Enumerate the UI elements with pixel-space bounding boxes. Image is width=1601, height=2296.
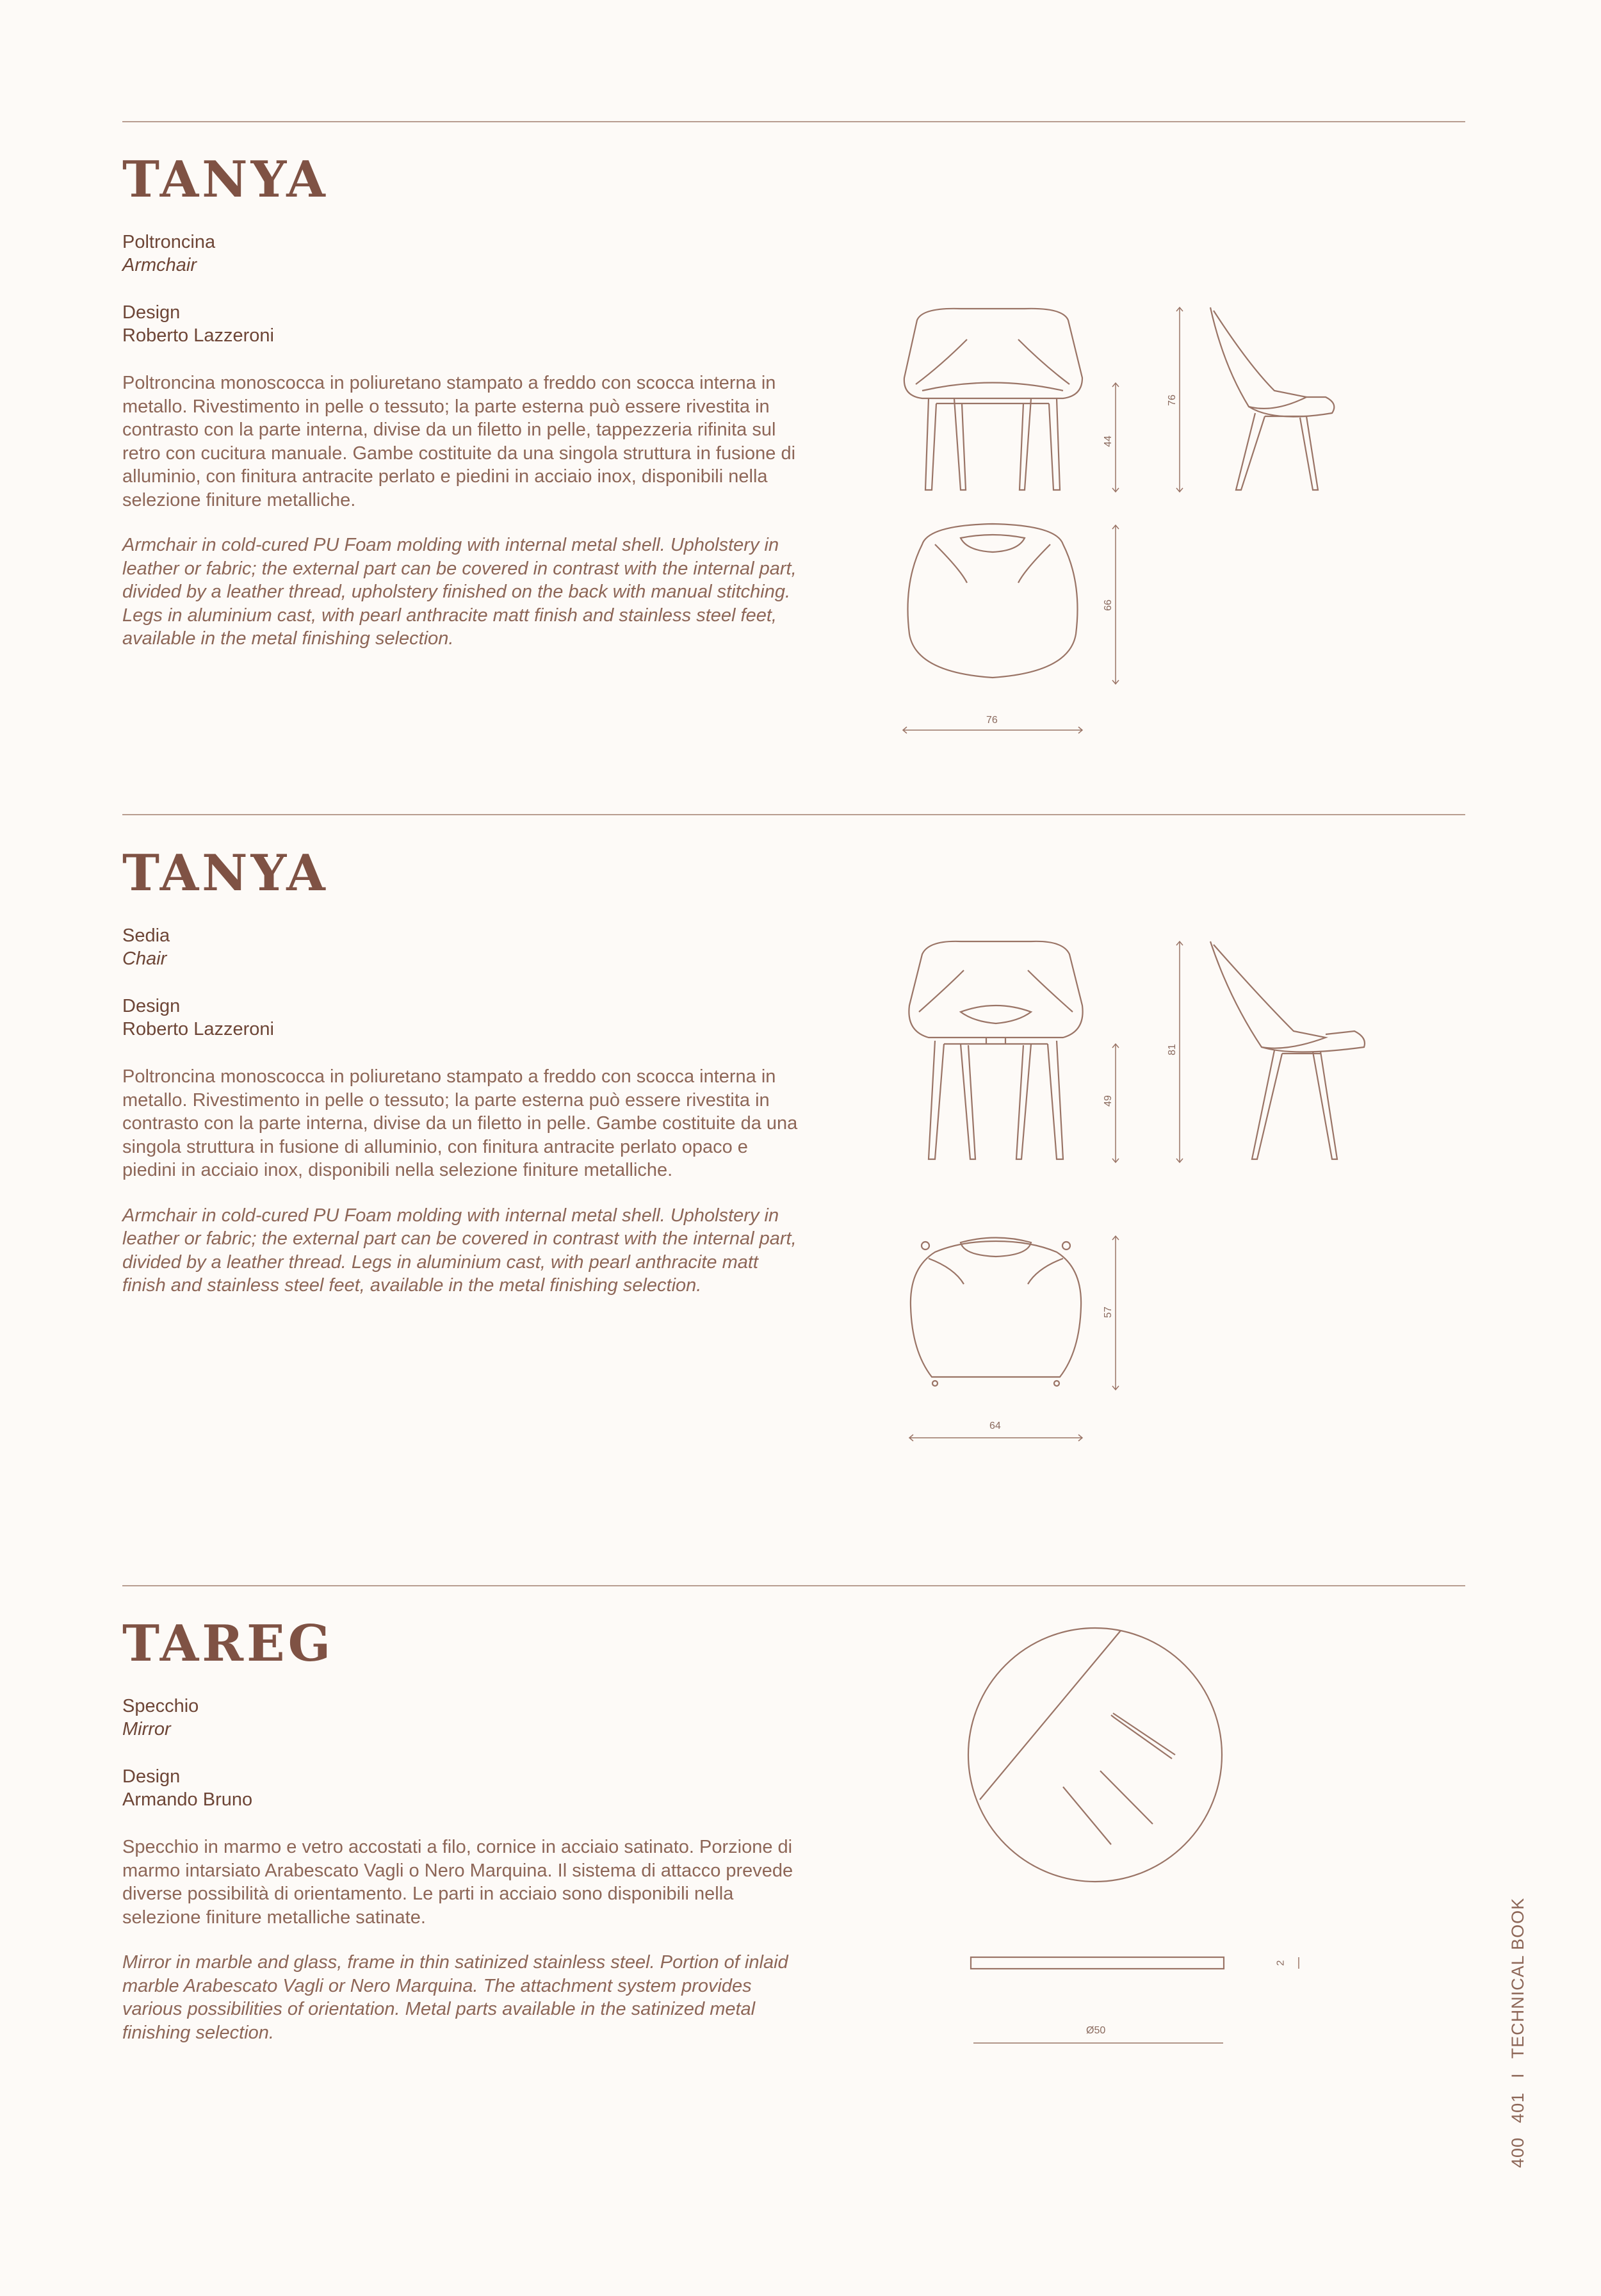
product-type-it: Sedia <box>122 925 170 946</box>
product-section-tareg-mirror <box>122 1615 801 2044</box>
product-section-tanya-chair <box>122 844 801 1298</box>
dimension-width: 64 <box>989 1421 1001 1431</box>
armchair-front-view <box>904 309 1082 490</box>
dimension-lines <box>973 1957 1299 2043</box>
design-label: Design <box>122 302 181 323</box>
description-it: Poltroncina monoscocca in poliuretano stampato a freddo con scocca interna in metallo. Rivestimento in pelle o tessuto; la parte esterna può essere rivestita in contrasto con la parte interna, divise da un filetto in pelle. Gambe costituite da una singola struttura in fusione di alluminio, con finitura antracite perlato opaco e piedini in acciaio inox, disponibili nella selezione finiture metalliche. <box>122 1066 798 1180</box>
description-en: Armchair in cold-cured PU Foam molding with internal metal shell. Upholstery in leather or fabric; the external part can be covered in contrast with the internal part, divided by a leather thread, upholstery finished on the back with manual stitching. Legs in aluminium cast, with pearl anthracite matt finish and stainless steel feet, available in the metal finishing selection. <box>122 535 797 649</box>
mirror-technical-drawing <box>961 1620 1319 2069</box>
book-title: TECHNICAL BOOK <box>1508 1897 1527 2059</box>
product-type-it: Specchio <box>122 1696 199 1716</box>
designer-name: Roberto Lazzeroni <box>122 1019 274 1039</box>
dimension-thickness: 2 <box>1275 1960 1287 1966</box>
description-it: Poltroncina monoscocca in poliuretano stampato a freddo con scocca interna in metallo. Rivestimento in pelle o tessuto; la parte esterna può essere rivestita in contrasto con la parte interna, divise da un filetto in pelle, tappezzeria rifinita sul retro con cucitura manuale. Gambe costituite da una singola struttura in fusione di alluminio, con finitura antracite perlato e piedini in acciaio inox, disponibili nella selezione finiture metalliche. <box>122 373 796 510</box>
dimension-depth: 66 <box>1102 599 1114 611</box>
chair-front-view <box>909 941 1082 1159</box>
chair-technical-drawing <box>890 935 1396 1447</box>
dimension-seat-height: 49 <box>1102 1095 1114 1107</box>
armchair-side-view <box>1210 307 1334 490</box>
section-divider-3 <box>122 1585 1465 1586</box>
description-en: Armchair in cold-cured PU Foam molding with internal metal shell. Upholstery in leather or fabric; the external part can be covered in contrast with the internal part, divided by a leather thread. Legs in aluminium cast, with pearl anthracite matt finish and stainless steel feet, available in the metal finishing selection. <box>122 1205 797 1296</box>
description-en: Mirror in marble and glass, frame in thin satinized stainless steel. Portion of inlaid marble Arabescato Vagli or Nero Marquina. The attachment system provides various possibilities of orientation. Metal parts available in the satinized metal finishing selection. <box>122 1952 788 2043</box>
product-title: TANYA <box>122 844 329 902</box>
dimension-lines <box>909 941 1183 1441</box>
product-type-en: Armchair <box>122 255 197 275</box>
page-number-left: 400 <box>1508 2137 1527 2168</box>
footer-text <box>1508 1884 1528 2168</box>
design-label: Design <box>122 996 181 1016</box>
dimension-height: 76 <box>1166 395 1178 406</box>
mirror-front-view <box>968 1628 1222 1882</box>
description-it: Specchio in marmo e vetro accostati a filo, cornice in acciaio satinato. Porzione di marmo intarsiato Arabescato Vagli o Nero Marquina. Il sistema di attacco prevede diverse possibilità di orientamento. Le parti in acciaio sono disponibili nella selezione finiture metalliche satinate. <box>122 1837 793 1928</box>
product-title: TANYA <box>122 151 329 209</box>
armchair-technical-drawing <box>890 301 1396 743</box>
dimension-seat-height: 44 <box>1102 436 1114 447</box>
dimension-width: 76 <box>986 715 998 726</box>
product-section-tanya-armchair <box>122 151 801 651</box>
dimension-depth: 57 <box>1102 1307 1114 1318</box>
product-title: TAREG <box>122 1615 334 1673</box>
page-number-right: 401 <box>1508 2092 1527 2123</box>
armchair-top-view <box>908 524 1078 678</box>
footer-separator: I <box>1508 2072 1527 2078</box>
mirror-side-view <box>971 1957 1224 1969</box>
chair-top-view <box>911 1238 1081 1387</box>
dimension-diameter: Ø50 <box>1086 2025 1106 2036</box>
designer-name: Armando Bruno <box>122 1789 253 1810</box>
section-divider-2 <box>122 814 1465 815</box>
dimension-height: 81 <box>1166 1044 1178 1055</box>
section-divider-1 <box>122 121 1465 122</box>
product-type-it: Poltroncina <box>122 232 216 252</box>
designer-name: Roberto Lazzeroni <box>122 325 274 346</box>
design-label: Design <box>122 1766 181 1787</box>
chair-side-view <box>1210 941 1365 1159</box>
product-type-en: Mirror <box>122 1719 171 1739</box>
product-type-en: Chair <box>122 949 167 969</box>
